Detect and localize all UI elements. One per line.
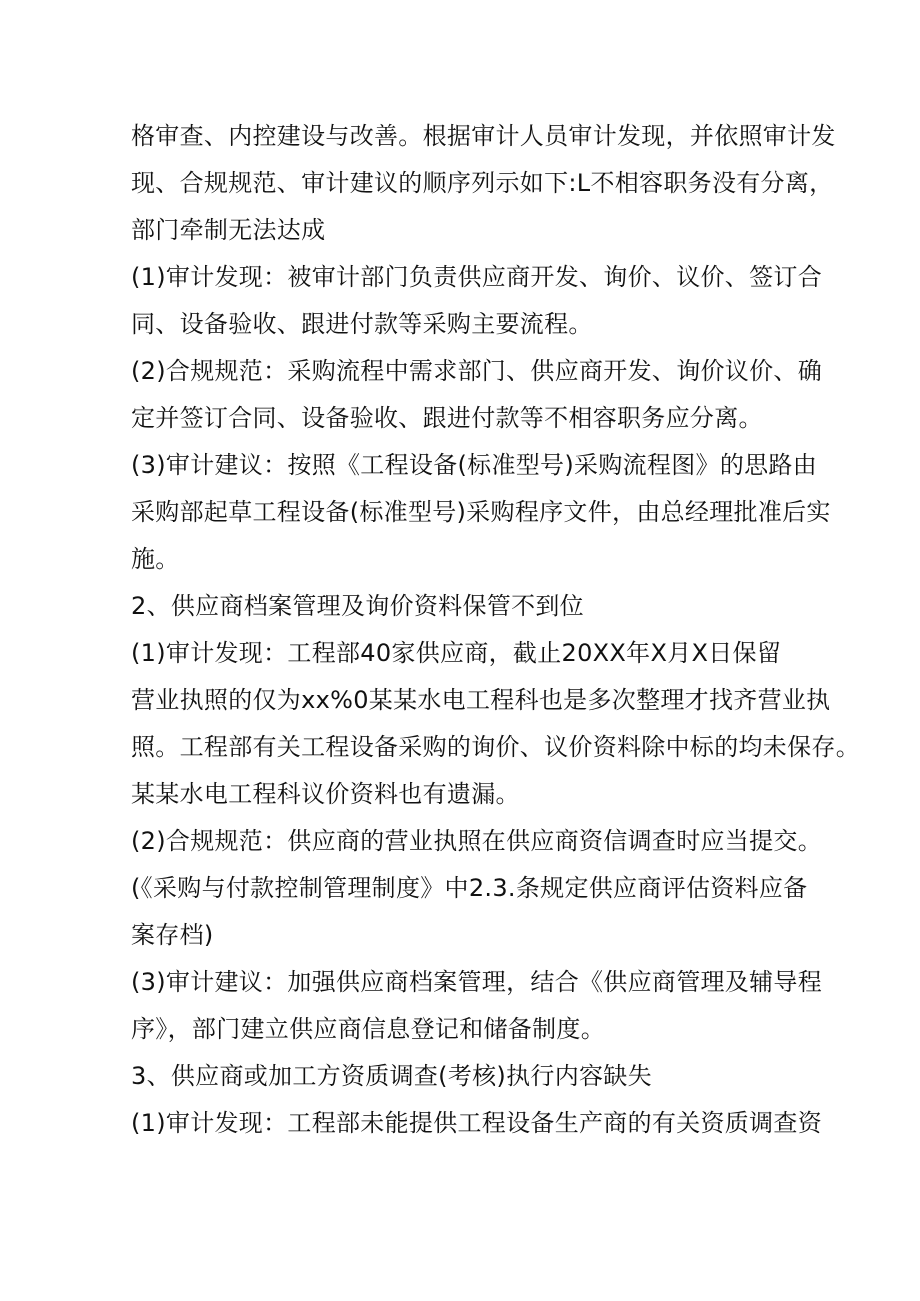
recommendation-2-line-2: 序》，部门建立供应商信息登记和储备制度。 (131, 1015, 605, 1043)
paragraph-line-1: 格审查、内控建设与改善。根据审计人员审计发现，并依照审计发 (131, 122, 836, 150)
finding-2-line-4: 某某水电工程科议价资料也有遗漏。 (131, 780, 520, 808)
finding-2-line-1: (1)审计发现：工程部40家供应商，截止20XX年X月X日保留 (131, 639, 782, 667)
compliance-2-line-2: (《采购与付款控制管理制度》中2.3.条规定供应商评估资料应备 (131, 874, 808, 902)
document-body (131, 113, 860, 1147)
compliance-1-line-2: 定并签订合同、设备验收、跟进付款等不相容职务应分离。 (131, 404, 763, 432)
paragraph-line-3: 部门牵制无法达成 (131, 216, 326, 244)
finding-2-line-2: 营业执照的仅为xx%0某某水电工程科也是多次整理才找齐营业执 (131, 686, 831, 714)
recommendation-2-line-1: (3)审计建议：加强供应商档案管理，结合《供应商管理及辅导程 (131, 968, 822, 996)
paragraph-line-2: 现、合规规范、审计建议的顺序列示如下:L不相容职务没有分离， (131, 169, 834, 197)
finding-3-line-1: (1)审计发现：工程部未能提供工程设备生产商的有关资质调查资 (131, 1109, 822, 1137)
finding-1-line-2: 同、设备验收、跟进付款等采购主要流程。 (131, 310, 593, 338)
recommendation-1-line-1: (3)审计建议：按照《工程设备(标准型号)采购流程图》的思路由 (131, 451, 818, 479)
compliance-1-line-1: (2)合规规范：采购流程中需求部门、供应商开发、询价议价、确 (131, 357, 822, 385)
recommendation-1-line-2: 采购部起草工程设备(标准型号)采购程序文件，由总经理批准后实 (131, 498, 831, 526)
finding-1-line-1: (1)审计发现：被审计部门负责供应商开发、询价、议价、签订合 (131, 263, 822, 291)
compliance-2-line-1: (2)合规规范：供应商的营业执照在供应商资信调查时应当提交。 (131, 827, 822, 855)
section-heading-2: 2、供应商档案管理及询价资料保管不到位 (131, 592, 584, 620)
recommendation-1-line-3: 施。 (131, 545, 180, 573)
finding-2-line-3: 照。工程部有关工程设备采购的询价、议价资料除中标的均未保存。 (131, 733, 860, 761)
compliance-2-line-3: 案存档) (131, 921, 214, 949)
section-heading-3: 3、供应商或加工方资质调查(考核)执行内容缺失 (131, 1062, 652, 1090)
